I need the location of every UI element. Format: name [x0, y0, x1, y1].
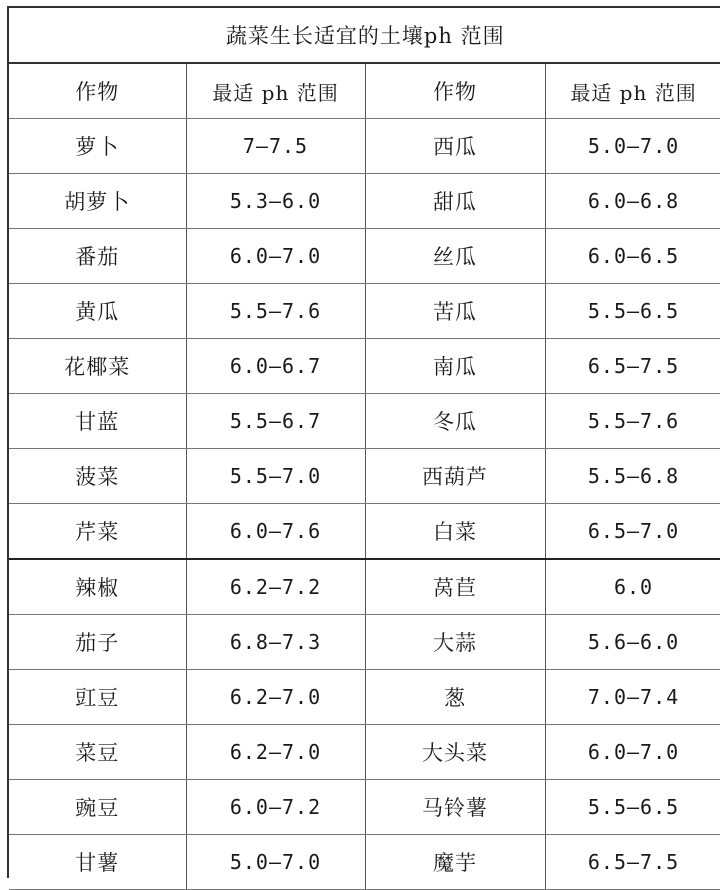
- crop-cell-left: 菠菜: [9, 449, 186, 504]
- crop-cell-right: 西葫芦: [365, 449, 545, 504]
- crop-cell-right: 莴苣: [365, 559, 545, 615]
- crop-cell-right: 大蒜: [365, 615, 545, 670]
- table-row: [9, 394, 720, 449]
- table-row: [9, 835, 720, 890]
- crop-cell-left: 番茄: [9, 229, 186, 284]
- crop-cell-right: 魔芋: [365, 835, 545, 890]
- ph-cell-left: 6.8—7.3: [186, 615, 365, 670]
- ph-cell-right: 7.0—7.4: [545, 670, 720, 725]
- ph-cell-right: 6.0—6.8: [545, 174, 720, 229]
- ph-cell-left: 6.0—7.6: [186, 504, 365, 560]
- crop-cell-left: 豌豆: [9, 780, 186, 835]
- ph-table-sheet: [7, 6, 720, 878]
- crop-cell-left: 胡萝卜: [9, 174, 186, 229]
- crop-cell-right: 大头菜: [365, 725, 545, 780]
- ph-cell-right: 5.5—6.5: [545, 780, 720, 835]
- header-ph-right: 最适 ph 范围: [545, 63, 720, 119]
- table-row: [9, 559, 720, 615]
- ph-cell-left: 6.0—7.2: [186, 780, 365, 835]
- ph-cell-right: 5.5—7.6: [545, 394, 720, 449]
- table-row: [9, 780, 720, 835]
- ph-cell-left: 6.2—7.0: [186, 670, 365, 725]
- crop-cell-left: 甘薯: [9, 835, 186, 890]
- table-row: [9, 670, 720, 725]
- crop-cell-left: 甘蓝: [9, 394, 186, 449]
- crop-cell-right: 葱: [365, 670, 545, 725]
- ph-cell-right: 6.5—7.5: [545, 339, 720, 394]
- table-row: [9, 339, 720, 394]
- ph-cell-left: 5.5—7.0: [186, 449, 365, 504]
- table-row: [9, 174, 720, 229]
- ph-cell-right: 6.0—7.0: [545, 725, 720, 780]
- crop-cell-left: 豇豆: [9, 670, 186, 725]
- table-body: [9, 8, 720, 890]
- ph-cell-right: 6.0—6.5: [545, 229, 720, 284]
- table-row: [9, 229, 720, 284]
- header-row: [9, 63, 720, 119]
- crop-cell-left: 茄子: [9, 615, 186, 670]
- ph-cell-right: 5.6—6.0: [545, 615, 720, 670]
- ph-cell-left: 5.0—7.0: [186, 835, 365, 890]
- table-row: [9, 504, 720, 560]
- ph-cell-left: 6.2—7.0: [186, 725, 365, 780]
- crop-cell-left: 花椰菜: [9, 339, 186, 394]
- crop-cell-right: 苦瓜: [365, 284, 545, 339]
- ph-cell-right: 6.0: [545, 559, 720, 615]
- ph-cell-right: 5.0—7.0: [545, 119, 720, 174]
- table-row: [9, 119, 720, 174]
- crop-cell-right: 甜瓜: [365, 174, 545, 229]
- table-row: [9, 725, 720, 780]
- crop-cell-right: 丝瓜: [365, 229, 545, 284]
- crop-cell-left: 菜豆: [9, 725, 186, 780]
- crop-cell-left: 萝卜: [9, 119, 186, 174]
- ph-cell-right: 6.5—7.5: [545, 835, 720, 890]
- ph-cell-left: 6.2—7.2: [186, 559, 365, 615]
- header-crop-left: 作物: [9, 63, 186, 119]
- table-row: [9, 449, 720, 504]
- ph-cell-right: 5.5—6.5: [545, 284, 720, 339]
- crop-cell-right: 马铃薯: [365, 780, 545, 835]
- crop-cell-left: 黄瓜: [9, 284, 186, 339]
- crop-cell-right: 冬瓜: [365, 394, 545, 449]
- crop-cell-right: 西瓜: [365, 119, 545, 174]
- crop-cell-right: 南瓜: [365, 339, 545, 394]
- crop-cell-left: 芹菜: [9, 504, 186, 560]
- table-row: [9, 284, 720, 339]
- ph-cell-left: 6.0—7.0: [186, 229, 365, 284]
- ph-cell-left: 5.5—7.6: [186, 284, 365, 339]
- ph-cell-left: 7—7.5: [186, 119, 365, 174]
- ph-cell-left: 5.3—6.0: [186, 174, 365, 229]
- title-row: [9, 8, 720, 63]
- ph-cell-right: 6.5—7.0: [545, 504, 720, 560]
- ph-range-table: [9, 8, 720, 890]
- crop-cell-left: 辣椒: [9, 559, 186, 615]
- header-crop-right: 作物: [365, 63, 545, 119]
- ph-cell-right: 5.5—6.8: [545, 449, 720, 504]
- table-row: [9, 615, 720, 670]
- ph-cell-left: 5.5—6.7: [186, 394, 365, 449]
- table-title: 蔬菜生长适宜的土壤ph 范围: [9, 8, 720, 63]
- header-ph-left: 最适 ph 范围: [186, 63, 365, 119]
- ph-cell-left: 6.0—6.7: [186, 339, 365, 394]
- crop-cell-right: 白菜: [365, 504, 545, 560]
